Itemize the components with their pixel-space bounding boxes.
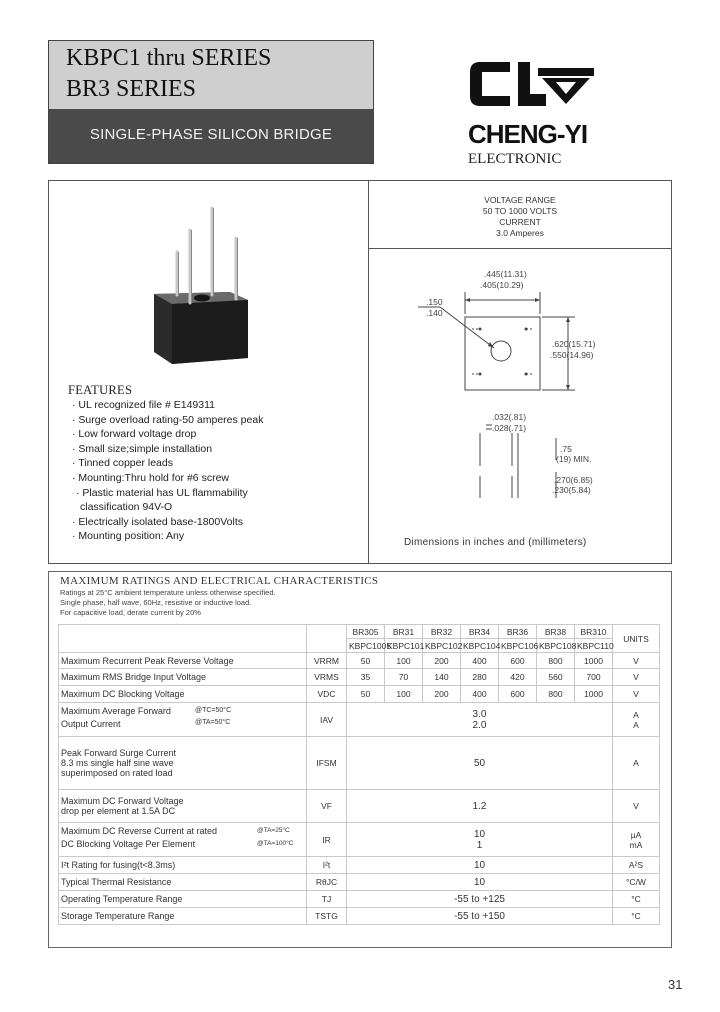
param-text: DC Blocking Voltage Per Element [61, 838, 196, 849]
value-cell: 280 [461, 669, 499, 686]
table-row [59, 891, 660, 908]
param-text: 8.3 ms single half sine wave [61, 758, 174, 768]
value-cell: 200 [423, 686, 461, 703]
param-text: superimposed on rated load [61, 768, 173, 778]
value-text: 2.0 [472, 719, 487, 731]
symbol-cell: VRRM [307, 653, 347, 669]
kbpc-cell: KBPC101 [385, 639, 423, 653]
feature-item: · Tinned copper leads [72, 457, 173, 470]
voltage-range-value: 50 TO 1000 VOLTS [482, 206, 558, 216]
brand-subtitle: ELECTRONIC [468, 151, 562, 167]
value-cell: 420 [499, 669, 537, 686]
value-cell: 140 [423, 669, 461, 686]
param-cell: Maximum Recurrent Peak Reverse Voltage [59, 653, 307, 669]
unit-cell: A [613, 737, 660, 790]
symbol-cell: RθJC [307, 874, 347, 891]
value-text: 1 [476, 839, 483, 851]
condition-text: @TA=25°C [257, 826, 290, 834]
conditions-note: Single phase, half wave, 60Hz, resistive or inductive load. [60, 598, 252, 607]
value-cell: 1.2 [347, 790, 613, 823]
dim-lead-max: .032(.81) [492, 412, 527, 422]
unit-text: µA [630, 829, 642, 840]
conditions-note: Ratings at 25°C ambient temperature unless otherwise specified. [60, 588, 276, 597]
symbol-cell: IAV [307, 703, 347, 737]
condition-text: @TA=100°C [257, 839, 294, 847]
value-cell: 70 [385, 669, 423, 686]
value-cell: 100 [385, 653, 423, 669]
condition-text: @TA=50°C [195, 718, 231, 726]
kbpc-cell: KBPC1005 [347, 639, 385, 653]
unit-text: mA [629, 839, 643, 850]
param-text: Maximum Average Forward [61, 705, 171, 716]
value-text: 10 [473, 828, 486, 840]
kbpc-cell: KBPC108 [537, 639, 575, 653]
bridge-rectifier-photo [150, 200, 260, 370]
unit-cell: °C [613, 891, 660, 908]
unit-cell: V [613, 653, 660, 669]
product-subtitle: SINGLE-PHASE SILICON BRIDGE [89, 126, 333, 143]
feature-item: · Low forward voltage drop [72, 428, 197, 441]
dim-spacing-min: .230(5.84) [552, 485, 591, 495]
panel-divider [368, 181, 369, 563]
kbpc-cell: KBPC102 [423, 639, 461, 653]
dim-height-max: .620(15.71) [552, 339, 596, 349]
units-header: UNITS [613, 625, 660, 653]
value-cell: 10 [347, 874, 613, 891]
dim-height-min: .550(14.96) [550, 350, 594, 360]
dim-hole-max: .150 [426, 297, 443, 307]
conditions-note: For capacitive load, derate current by 20% [60, 608, 201, 617]
value-cell: 50 [347, 653, 385, 669]
model-cell: BR36 [499, 625, 537, 639]
dim-spacing-max: .270(6.85) [554, 475, 593, 485]
value-cell: 50 [347, 686, 385, 703]
model-cell: BR38 [537, 625, 575, 639]
table-row [59, 908, 660, 925]
param-cell: Typical Thermal Resistance [59, 874, 307, 891]
unit-cell: °C [613, 908, 660, 925]
unit-cell: V [613, 790, 660, 823]
company-logo-icon [466, 56, 598, 112]
value-cell: 100 [385, 686, 423, 703]
unit-cell: °C/W [613, 874, 660, 891]
feature-item: classification 94V-O [80, 501, 173, 514]
value-cell: -55 to +125 [347, 891, 613, 908]
value-cell: 560 [537, 669, 575, 686]
characteristics-table [58, 624, 660, 925]
param-cell: Maximum DC Blocking Voltage [59, 686, 307, 703]
value-cell: 1000 [575, 686, 613, 703]
symbol-cell: VRMS [307, 669, 347, 686]
table-row [59, 857, 660, 874]
value-cell: 35 [347, 669, 385, 686]
dim-lead-length-mm: (19) MIN. [556, 454, 592, 464]
model-cell: BR305 [347, 625, 385, 639]
param-text: Output Current [61, 718, 121, 729]
param-text: Maximum DC Reverse Current at rated [61, 825, 218, 836]
voltage-range-label: VOLTAGE RANGE [484, 195, 556, 205]
series-title-line2: BR3 SERIES [66, 76, 197, 102]
table-row [59, 653, 660, 669]
table-row [59, 669, 660, 686]
table-row [59, 737, 660, 790]
symbol-cell: VDC [307, 686, 347, 703]
param-cell: I²t Rating for fusing(t<8.3ms) [59, 857, 307, 874]
feature-item: · UL recognized file # E149311 [72, 399, 216, 411]
value-cell: -55 to +150 [347, 908, 613, 925]
brand-name: CHENG-YI [468, 119, 588, 149]
features-list [72, 398, 263, 544]
value-cell: 600 [499, 653, 537, 669]
features-title: FEATURES [68, 383, 133, 397]
table-row [59, 823, 660, 857]
table-row [59, 703, 660, 737]
dimensions-note: Dimensions in inches and (millimeters) [404, 537, 587, 548]
symbol-cell: TSTG [307, 908, 347, 925]
symbol-cell: VF [307, 790, 347, 823]
current-value: 3.0 Amperes [496, 228, 544, 238]
value-cell: 800 [537, 653, 575, 669]
dim-width-min: .405(10.29) [480, 280, 524, 290]
table-row [59, 874, 660, 891]
value-cell: 10 [347, 857, 613, 874]
dim-hole-min: .140 [426, 308, 443, 318]
param-cell: Maximum RMS Bridge Input Voltage [59, 669, 307, 686]
value-cell: 600 [499, 686, 537, 703]
value-text: 3.0 [472, 708, 487, 720]
feature-item: · Electrically isolated base-1800Volts [72, 515, 244, 528]
value-cell: 50 [347, 737, 613, 790]
unit-cell: V [613, 669, 660, 686]
series-title-line1: KBPC1 thru SERIES [66, 45, 272, 71]
symbol-cell: I²t [307, 857, 347, 874]
unit-cell: V [613, 686, 660, 703]
rating-divider [369, 248, 671, 249]
param-text: drop per element at 1.5A DC [61, 806, 176, 816]
symbol-cell: IFSM [307, 737, 347, 790]
kbpc-cell: KBPC104 [461, 639, 499, 653]
model-cell: BR34 [461, 625, 499, 639]
param-cell: Operating Temperature Range [59, 891, 307, 908]
feature-item: · Mounting:Thru hold for #6 screw [72, 471, 229, 484]
condition-text: @TC=50°C [195, 706, 232, 714]
unit-text: A [633, 719, 639, 730]
value-cell: 1000 [575, 653, 613, 669]
kbpc-cell: KBPC106 [499, 639, 537, 653]
feature-item: · Small size;simple installation [72, 442, 213, 455]
param-cell: Storage Temperature Range [59, 908, 307, 925]
symbol-cell: IR [307, 823, 347, 857]
dimension-drawing [370, 250, 670, 540]
table-row [59, 790, 660, 823]
param-text: Maximum DC Forward Voltage [61, 796, 184, 806]
value-cell: 800 [537, 686, 575, 703]
param-text: Peak Forward Surge Current [61, 748, 177, 758]
unit-text: A [633, 709, 639, 720]
dim-width-max: .445(11.31) [484, 269, 527, 279]
model-cell: BR32 [423, 625, 461, 639]
feature-item: · Surge overload rating-50 amperes peak [72, 413, 264, 426]
unit-cell: A²S [613, 857, 660, 874]
characteristics-title: MAXIMUM RATINGS AND ELECTRICAL CHARACTERISTICS [60, 575, 379, 587]
dim-lead-min: .028(.71) [492, 423, 527, 433]
value-cell: 200 [423, 653, 461, 669]
value-cell: 400 [461, 686, 499, 703]
model-cell: BR31 [385, 625, 423, 639]
kbpc-cell: KBPC110 [575, 639, 613, 653]
dim-lead-length: .75 [560, 444, 572, 454]
feature-item: · Plastic material has UL flammability [76, 486, 248, 499]
model-cell: BR310 [575, 625, 613, 639]
value-cell: 700 [575, 669, 613, 686]
table-header-row [59, 625, 660, 639]
page-number: 31 [668, 977, 683, 992]
symbol-cell: TJ [307, 891, 347, 908]
feature-item: · Mounting position: Any [72, 530, 185, 543]
current-label: CURRENT [499, 217, 541, 227]
value-cell: 400 [461, 653, 499, 669]
table-row [59, 686, 660, 703]
